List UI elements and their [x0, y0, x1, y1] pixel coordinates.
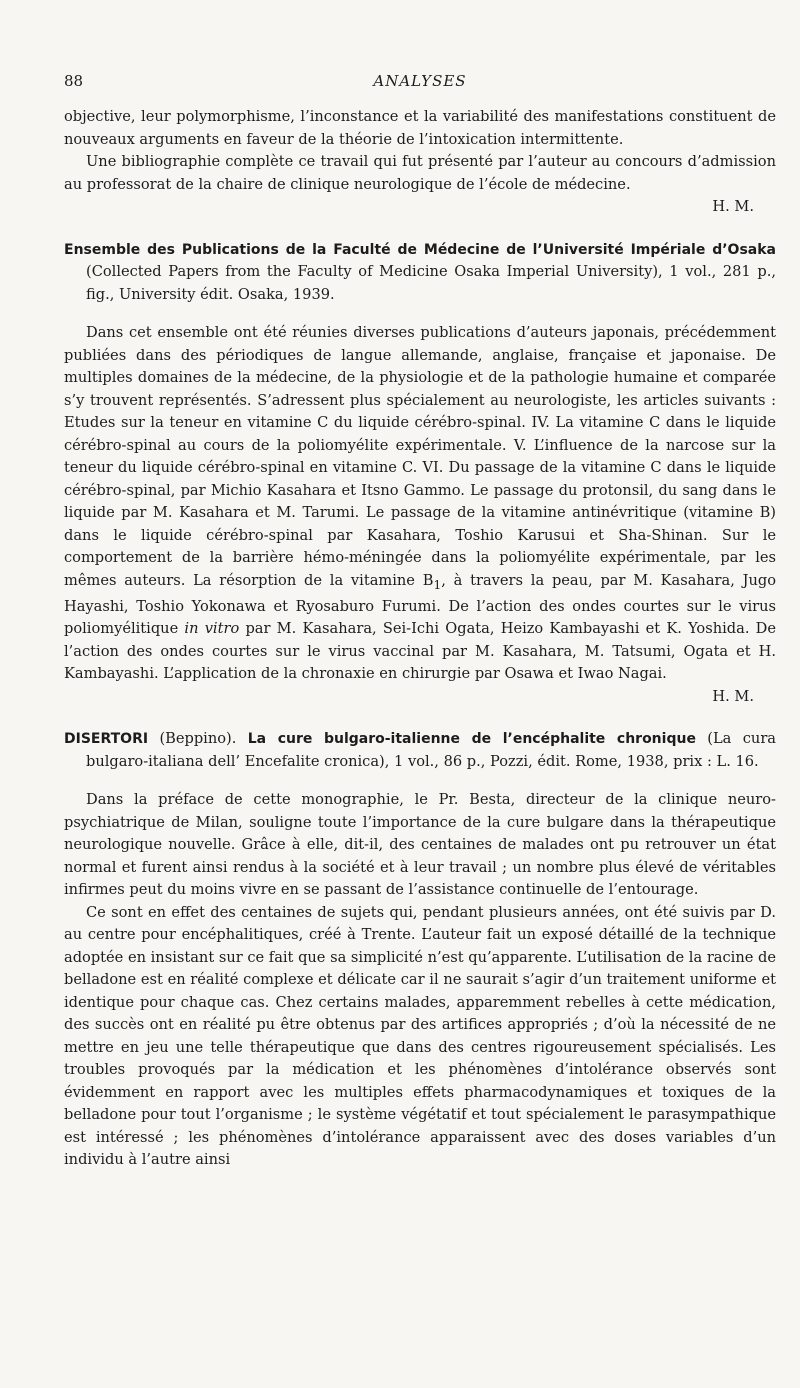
signature: H. M. — [712, 198, 754, 215]
page-number: 88 — [64, 72, 84, 90]
review-body-osaka — [64, 322, 776, 686]
italic-text: in vitro — [184, 620, 240, 638]
review-author-first: (Beppino). — [148, 730, 248, 748]
review-heading-disertori — [64, 728, 776, 773]
signature: H. M. — [712, 687, 754, 705]
page-header — [64, 72, 776, 96]
review-citation: (Collected Papers from the Faculty of Medicine Osaka Imperial University), 1 vol., 281 p., fig., University édit. Osaka, 1939. — [86, 263, 776, 303]
review-citation: (La cura bulgaro-italiana dell’ Encefalite cronica), 1 vol., 86 p., Pozzi, édit. Rome, 1938, prix : L. 16. — [86, 730, 776, 770]
review-body-disertori-2: Ce sont en effet des centaines de sujets qui, pendant plusieurs années, ont été suivis par D. au centre pour encéphalitiques, créé à Trente. L’auteur fait un exposé détaillé de la technique adoptée en insistant sur ce fait que sa simplicité n’est qu’apparente. L’utilisation de la racine de belladone est en réalité complexe et délicate car il ne saurait s’agir d’un traitement uniforme et identique pour chaque cas. Chez certains malades, apparemment rebelles à cette médication, des succès ont en réalité pu être obtenus par des artifices appropriés ; d’où la nécessité de ne mettre en jeu une telle thérapeutique que dans des centres rigoureusement spécialisés. Les troubles provoqués par la médication et les phénomènes d’intolérance observés sont évidemment en rapport avec les multiples effets pharmacodynamiques et toxiques de la belladone pour tout l’organisme ; le système végétatif et tout spécialement le parasympathique est intéressé ; les phénomènes d’intolérance apparaissent avec des doses variables d’un individu à l’autre ainsi — [64, 903, 776, 1169]
paragraph-continued: objective, leur polymorphisme, l’inconstance et la variabilité des manifestations constituent de nouveaux arguments en faveur de la théorie de l’intoxication intermittente. — [64, 108, 776, 148]
running-head: ANALYSES — [373, 72, 467, 90]
review-text: , à travers la peau, par M. Kasahara, Jugo Hayashi, Toshio Yokonawa et Ryosaburo Furumi. De l’action des ondes courtes sur le virus poliomyélitique — [64, 571, 776, 638]
page-body — [64, 106, 776, 1172]
review-title: La cure bulgaro-italienne de l’encéphalite chronique — [247, 731, 696, 748]
review-title: Ensemble des Publications de la Faculté de Médecine de l’Université Impériale d’Osaka — [64, 241, 776, 258]
subscript: 1 — [433, 577, 442, 592]
paragraph-bibliography: Une bibliographie complète ce travail qui fut présenté par l’auteur au concours d’admission au professorat de la chaire de clinique neurologique de l’école de médecine. — [64, 153, 776, 193]
review-text: par M. Kasahara, Sei-Ichi Ogata, Heizo Kambayashi et K. Yoshida. De l’action des ondes courtes sur le virus vaccinal par M. Kasahara, M. Tatsumi, Ogata et H. Kambayashi. L’application de la chronaxie en chirurgie par Osawa et Iwao Nagai. — [64, 620, 776, 683]
review-author: DISERTORI — [64, 731, 149, 748]
review-text: Dans cet ensemble ont été réunies diverses publications d’auteurs japonais, précédemment publiées dans des périodiques de langue allemande, anglaise, française et japonaise. De multiples domaines de la médecine, de la physiologie et de la pathologie humaine et comparée s’y trouvent représentés. S’adressent plus spécialement au neurologiste, les articles suivants : Etudes sur la teneur en vitamine C du liquide cérébro-spinal. IV. La vitamine C dans le liquide cérébro-spinal au cours de la poliomyélite expérimentale. V. L’influence de la narcose sur la teneur du liquide cérébro-spinal en vitamine C. VI. Du passage de la vitamine C dans le liquide cérébro-spinal, par Michio Kasahara et Itsno Gammo. Le passage du protonsil, du sang dans le liquide par M. Kasahara et M. Tarumi. Le passage de la vitamine antinévritique (vitamine B) dans le liquide cérébro-spinal par Kasahara, Toshio Karusui et Sha-Shinan. Sur le comportement de la barrière hémo-méningée dans la poliomyélite expérimentale, par les mêmes auteurs. La résorption de la vitamine B — [64, 324, 776, 589]
review-heading-osaka — [64, 239, 776, 307]
review-body-disertori-1: Dans la préface de cette monographie, le Pr. Besta, directeur de la clinique neuro-psychiatrique de Milan, souligne toute l’importance de la cure bulgare dans la thérapeutique neurologique nouvelle. Grâce à elle, dit-il, des centaines de malades ont pu retrouver un état normal et furent ainsi rendus à la société et à leur travail ; un nombre plus élevé de véritables infirmes peut du moins vivre en se passant de l’assistance continuelle de l’entourage. — [64, 791, 776, 899]
